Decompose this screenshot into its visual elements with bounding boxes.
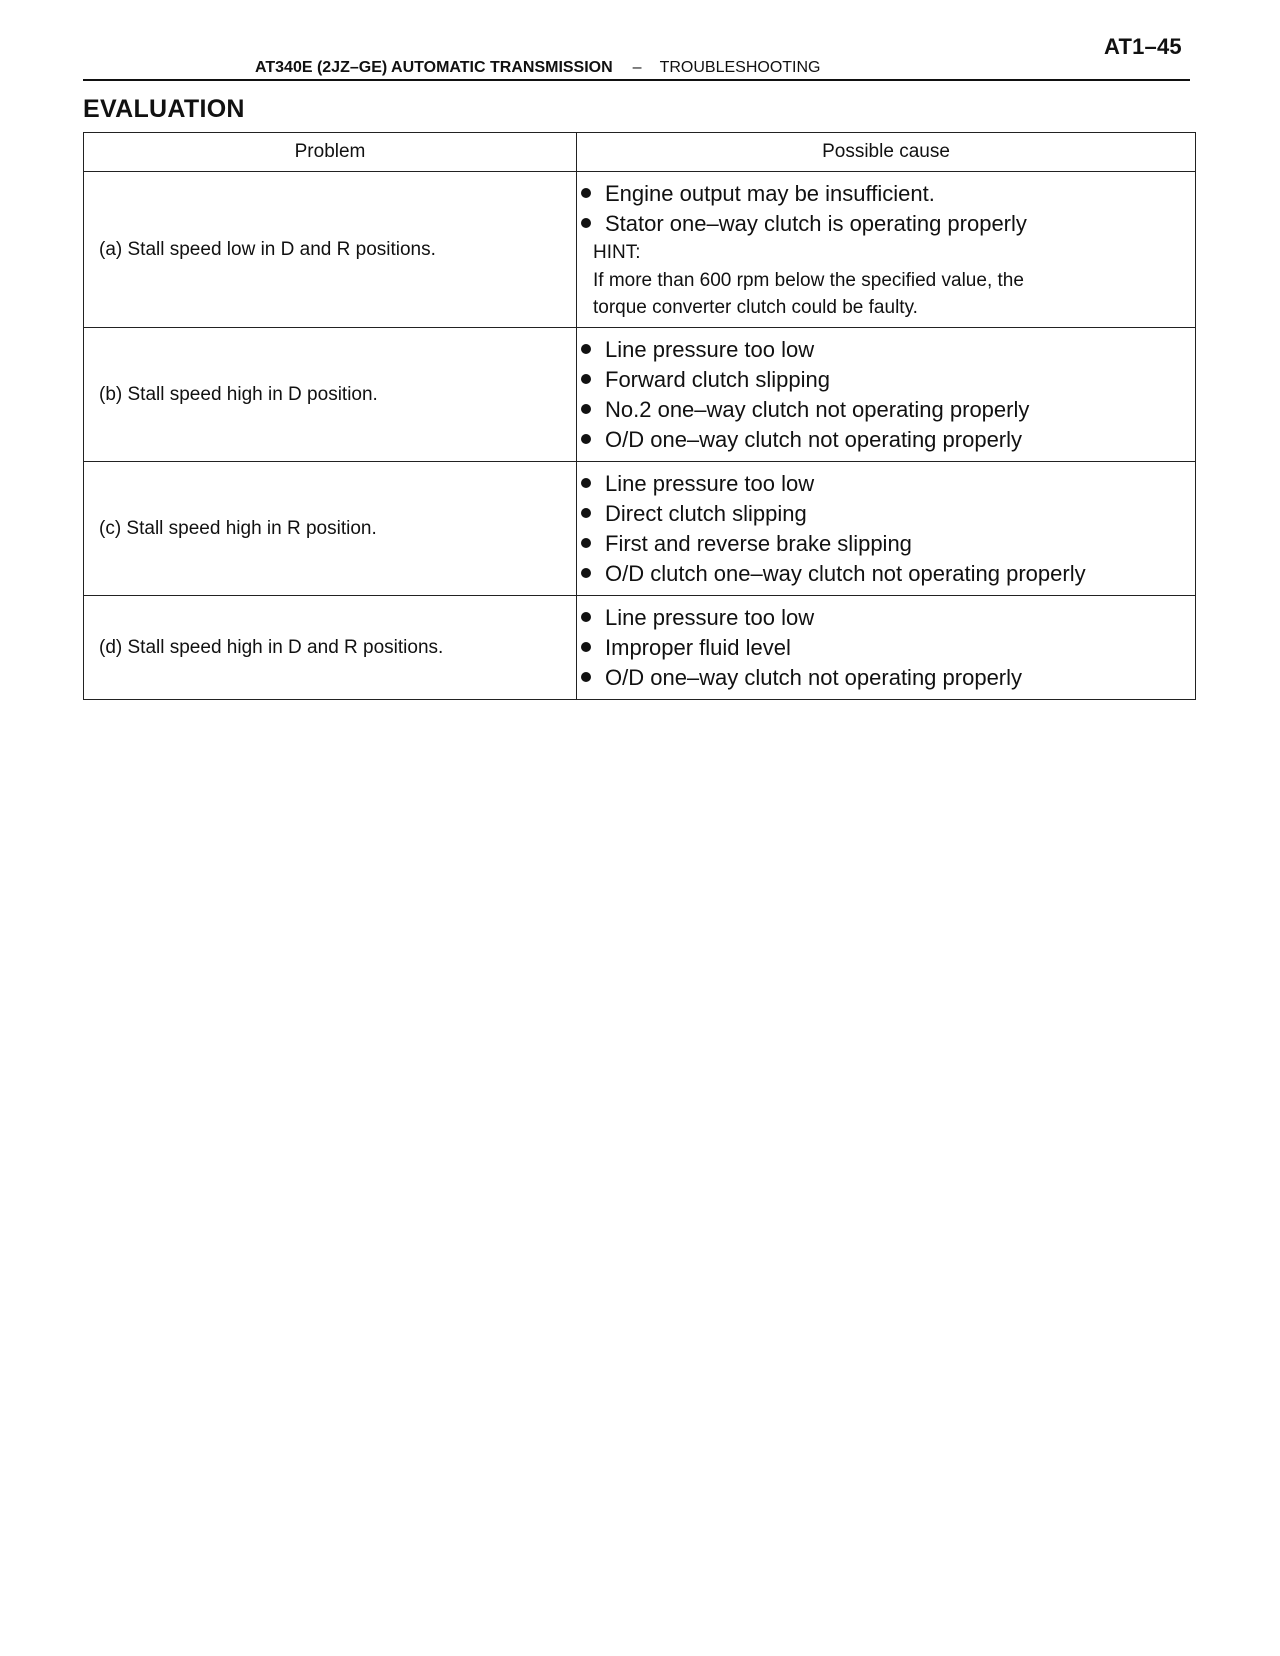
problem-cell: (b) Stall speed high in D position. bbox=[84, 328, 577, 462]
header-separator: – bbox=[632, 59, 642, 76]
table-row bbox=[84, 596, 1196, 700]
cause-text: Direct clutch slipping bbox=[605, 501, 807, 526]
cause-text: Line pressure too low bbox=[605, 605, 815, 630]
cause-item bbox=[581, 395, 1195, 425]
cause-text: First and reverse brake slipping bbox=[605, 531, 912, 556]
manual-title: AT340E (2JZ–GE) AUTOMATIC TRANSMISSION bbox=[255, 59, 613, 76]
cause-item bbox=[581, 663, 1195, 693]
bullet-icon bbox=[581, 218, 591, 228]
hint-text: If more than 600 rpm below the specified value, the torque converter clutch could be faulty. bbox=[593, 270, 1024, 318]
cause-text: Line pressure too low bbox=[605, 471, 815, 496]
cause-item bbox=[581, 529, 1195, 559]
bullet-icon bbox=[581, 434, 591, 444]
problem-cell: (a) Stall speed low in D and R positions. bbox=[84, 172, 577, 328]
bullet-icon bbox=[581, 404, 591, 414]
bullet-icon bbox=[581, 642, 591, 652]
cause-item bbox=[581, 559, 1195, 589]
bullet-icon bbox=[581, 672, 591, 682]
cause-item bbox=[581, 335, 1195, 365]
bullet-icon bbox=[581, 344, 591, 354]
cause-item bbox=[581, 633, 1195, 663]
cause-item bbox=[581, 499, 1195, 529]
cause-text: Line pressure too low bbox=[605, 337, 815, 362]
bullet-icon bbox=[581, 188, 591, 198]
section-title: EVALUATION bbox=[83, 95, 245, 123]
cause-list bbox=[581, 335, 1195, 455]
section-name: TROUBLESHOOTING bbox=[659, 59, 821, 76]
bullet-icon bbox=[581, 538, 591, 548]
cause-cell bbox=[577, 596, 1196, 700]
bullet-icon bbox=[581, 374, 591, 384]
bullet-icon bbox=[581, 508, 591, 518]
cause-list bbox=[581, 469, 1195, 589]
column-header-problem: Problem bbox=[84, 133, 577, 172]
cause-text: Stator one–way clutch is operating properly bbox=[605, 211, 1027, 236]
cause-text: O/D clutch one–way clutch not operating properly bbox=[605, 561, 1086, 586]
page-number: AT1–45 bbox=[1104, 34, 1182, 59]
cause-item bbox=[581, 469, 1195, 499]
hint-label: HINT: bbox=[593, 242, 641, 263]
cause-cell bbox=[577, 172, 1196, 328]
cause-item bbox=[581, 425, 1195, 455]
problem-cell: (c) Stall speed high in R position. bbox=[84, 462, 577, 596]
cause-item bbox=[581, 179, 1195, 209]
header-rule bbox=[83, 79, 1190, 81]
cause-text: No.2 one–way clutch not operating properly bbox=[605, 397, 1030, 422]
cause-cell bbox=[577, 462, 1196, 596]
table-header-row bbox=[84, 133, 1196, 172]
cause-text: O/D one–way clutch not operating properly bbox=[605, 665, 1023, 690]
cause-text: O/D one–way clutch not operating properly bbox=[605, 427, 1023, 452]
cause-text: Forward clutch slipping bbox=[605, 367, 830, 392]
cause-text: Engine output may be insufficient. bbox=[605, 181, 935, 206]
running-header bbox=[255, 59, 820, 77]
cause-item bbox=[581, 603, 1195, 633]
bullet-icon bbox=[581, 568, 591, 578]
cause-cell bbox=[577, 328, 1196, 462]
cause-item bbox=[581, 209, 1195, 239]
cause-list bbox=[581, 179, 1195, 239]
table-row bbox=[84, 328, 1196, 462]
bullet-icon bbox=[581, 478, 591, 488]
bullet-icon bbox=[581, 612, 591, 622]
problem-cell: (d) Stall speed high in D and R positions. bbox=[84, 596, 577, 700]
table-row bbox=[84, 172, 1196, 328]
cause-item bbox=[581, 365, 1195, 395]
table-row bbox=[84, 462, 1196, 596]
column-header-possible-cause: Possible cause bbox=[577, 133, 1196, 172]
cause-text: Improper fluid level bbox=[605, 635, 791, 660]
cause-list bbox=[581, 603, 1195, 693]
evaluation-table bbox=[83, 132, 1196, 700]
